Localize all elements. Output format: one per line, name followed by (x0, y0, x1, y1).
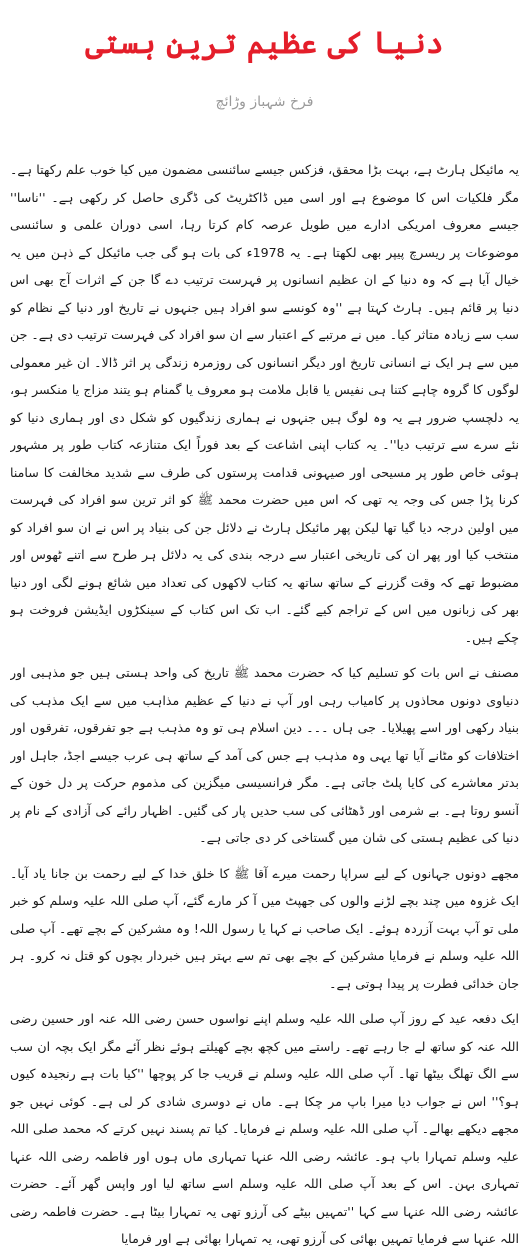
article-body (10, 156, 519, 1251)
article-paragraph: یہ مائیکل ہارٹ ہے، بہت بڑا محقق، فزکس جیسے سائنسی مضمون میں کیا خوب علم رکھتا ہے۔ مگر فلکیات اس کا موضوع ہے اور اسی میں ڈاکٹریٹ کی ڈگری حاصل کر رکھی ہے۔ ''ناسا'' جیسے معروف امریکی ادارے میں طویل عرصہ کام کرتا رہا، اسی دوران علمی و سائنسی موضوعات پر ریسرچ پیپر بھی لکھتا ہے۔ یہ 1978ء کی بات ہو گی جب مائیکل کے ذہن میں یہ خیال آیا ہے کہ وہ دنیا کے ان عظیم انسانوں پر فہرست ترتیب دے گا جن کے اثرات آج بھی اس دنیا پر قائم ہیں۔ ہارٹ کہتا ہے ''وہ کونسے سو افراد ہیں جنہوں نے تاریخ اور دنیا کے نظام کو سب سے زیادہ متاثر کیا۔ میں نے مرتبے کے اعتبار سے ان سو افراد کی فہرست ترتیب دی ہے۔ جن میں سے ہر ایک نے انسانی تاریخ اور دیگر انسانوں کی روزمرہ زندگی پر اثر ڈالا۔ ان غیر معمولی لوگوں کا گروہ چاہے کتنا ہی نفیس یا قابل ملامت ہو معروف یا گمنام ہو یتند مزاج یا منکسر ہو، یہ دلچسپ ضرور ہے یہ وہ لوگ ہیں جنہوں نے ہماری زندگیوں کو شکل دی اور ہماری دنیا کو نئے سرے سے ترتیب دیا''۔ یہ کتاب اپنی اشاعت کے بعد فوراً ایک متنازعہ کتاب طور پر مشہور ہوئی خاص طور پر مسیحی اور صیہونی قدامت پرستوں کی طرف سے شدید مخالفت کا سامنا کرنا پڑا جس کی وجہ یہ تھی کہ اس میں حضرت محمد ﷺ کو اثر ترین سو افراد کی فہرست میں اولین درجہ دیا گیا تھا لیکن پھر مائیکل ہارٹ نے دلائل جن کی بنیاد پر اس نے ان سو افراد کو منتخب کیا اور پھر ان کی تاریخی اعتبار سے درجہ بندی کی یہ دلائل ہر طرح سے اتنے ٹھوس اور مضبوط تھے کہ وقت گزرنے کے ساتھ ساتھ یہ کتاب لاکھوں کی تعداد میں شائع ہونے لگی اور دنیا بھر کی زبانوں میں اس کے تراجم کیے گئے۔ اب تک اس کتاب کے سینکڑوں ایڈیشن فروخت ہو چکے ہیں۔ (10, 162, 519, 645)
article-author: فرخ شہباز وڑائچ (215, 94, 314, 110)
article-paragraph: مجھے دونوں جہانوں کے لیے سراپا رحمت میرے آقا ﷺ کا خلق خدا کے لیے رحمت بن جانا یاد آیا۔ ایک غزوہ میں چند بچے لڑنے والوں کی جھپٹ میں آ کر مارے گئے، آپ صلی اللہ علیہ وسلم کو خبر ملی تو آپ بہت آزردہ ہوئے۔ ایک صاحب نے کہا یا رسول اللہ! وہ مشرکین کے بچے تھے۔ آپ صلی اللہ علیہ وسلم نے فرمایا مشرکین کے بچے بھی تم سے بہتر ہیں خبردار بچوں کو قتل نہ کرو۔ ہر جان خدائی فطرت پر پیدا ہوتی ہے۔ (10, 865, 519, 991)
article-title: دنیا کی عظیم ترین ہستی (85, 26, 444, 61)
article-paragraph: ایک دفعہ عید کے روز آپ صلی اللہ علیہ وسلم اپنے نواسوں حسن رضی اللہ عنہ اور حسین رضی اللہ عنہ کو ساتھ لے جا رہے تھے۔ راستے میں کچھ بچے کھیلتے ہوئے نظر آئے مگر ایک بچہ ان سب سے الگ تھلگ بیٹھا تھا۔ آپ صلی اللہ علیہ وسلم نے قریب جا کر پوچھا ''کیا بات ہے رنجیدہ کیوں ہو؟'' اس نے جواب دیا میرا باپ مر چکا ہے۔ ماں نے دوسری شادی کر لی ہے۔ کوئی نہیں جو مجھے دیکھے بھالے۔ آپ صلی اللہ علیہ وسلم نے فرمایا۔ کیا تم پسند نہیں کرتے کہ محمد صلی اللہ علیہ وسلم تمہارا باپ ہو۔ عائشہ رضی اللہ عنہا تمہاری ماں ہوں اور فاطمہ رضی اللہ عنہا تمہاری بہن۔ اس کے بعد آپ صلی اللہ علیہ وسلم اسے ساتھ لیا اور واپس گھر آئے۔ حضرت عائشہ رضی اللہ عنہا سے کہا ''تمہیں بیٹے کی آرزو تھی یہ تمہارا بیٹا ہے۔ حضرت فاطمہ رضی اللہ عنہا سے فرمایا تمہیں بھائی کی آرزو تھی، یہ تمہارا بھائی ہے اور فرمایا (10, 1011, 519, 1246)
article-paragraph: مصنف نے اس بات کو تسلیم کیا کہ حضرت محمد ﷺ تاریخ کی واحد ہستی ہیں جو مذہبی اور دنیاوی دونوں محاذوں پر کامیاب رہی اور آپ نے دنیا کے عظیم مذاہب میں سے ایک مذہب کی بنیاد رکھی اور اسے پھیلایا۔ جی ہاں ۔۔۔ دین اسلام ہی تو وہ مذہب ہے جو تفرقوں، تفرقوں اور اختلافات کو مٹانے آیا تھا یہی وہ مذہب ہے جس کی آمد کے ساتھ ہی عرب جیسے اجڈ، جاہل اور بدتر معاشرے کی کایا پلٹ جاتی ہے۔ مگر فرانسیسی میگزین کی مذموم حرکت پر دل خون کے آنسو روتا ہے۔ بے شرمی اور ڈھٹائی کی سب حدیں پار کی گئیں۔ اظہار رائے کی آزادی کے نام پر دنیا کی عظیم ہستی کی شان میں گستاخی کر دی جاتی ہے۔ (10, 665, 519, 845)
